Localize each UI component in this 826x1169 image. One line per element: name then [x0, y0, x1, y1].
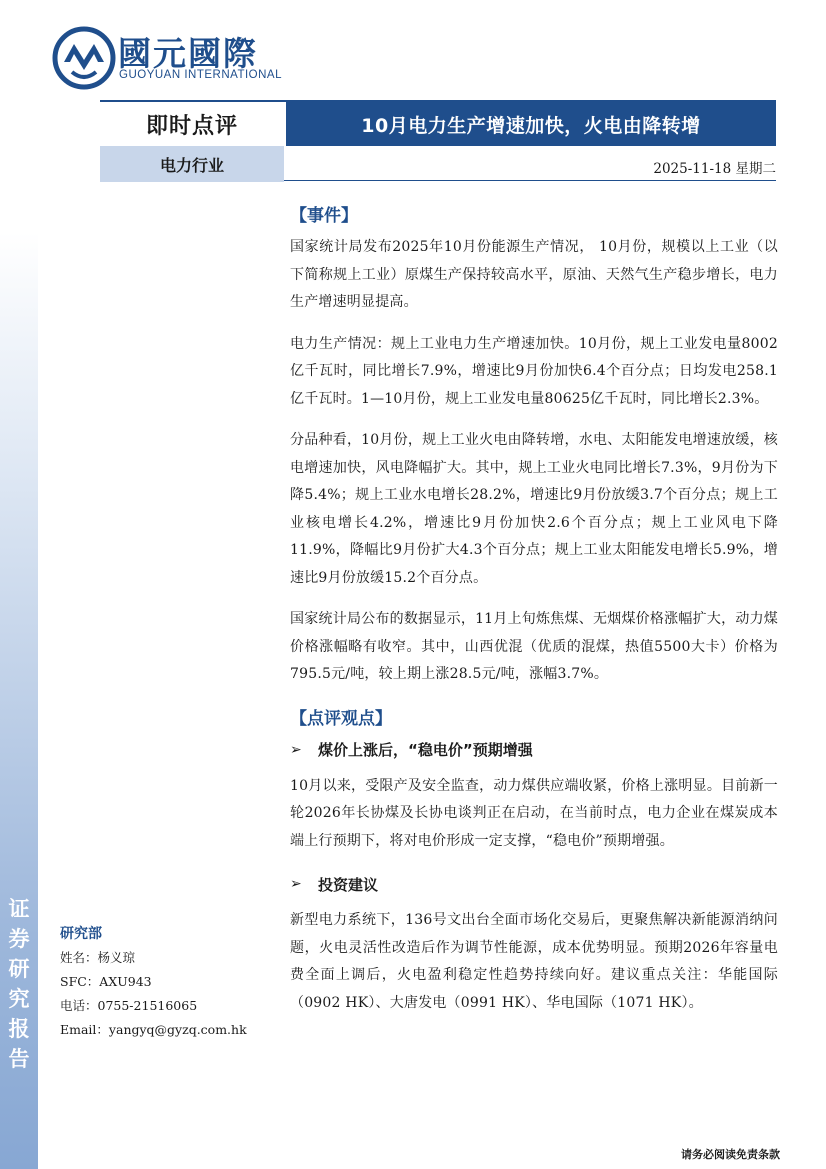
analyst-email[interactable]: Email：yangyq@gyzq.com.hk: [60, 1022, 247, 1037]
report-title: 10月电力生产增速加快，火电由降转增: [361, 114, 701, 137]
logo-text-cn: 國元國際: [118, 34, 258, 73]
report-type-box: [100, 102, 284, 146]
side-label-char: 券: [8, 927, 30, 951]
event-paragraph: 国家统计局发布2025年10月份能源生产情况， 10月份，规模以上工业（以下简称规上工业）原煤生产保持较高水平，原油、天然气生产稳步增长，电力生产增速明显提高。: [290, 239, 778, 310]
bullet-heading: [290, 735, 778, 765]
industry-box: [100, 146, 284, 182]
analyst-contact: [60, 922, 280, 1042]
side-label-char: 究: [8, 987, 30, 1011]
disclaimer-link[interactable]: 请务必阅读免责条款: [681, 1148, 780, 1161]
report-type: 即时点评: [145, 113, 238, 139]
logo-text-en: GUOYUAN INTERNATIONAL: [119, 69, 282, 81]
industry-label: 电力行业: [159, 155, 224, 175]
bullet-text: 煤价上涨后，“稳电价”预期增强: [318, 741, 533, 759]
side-label: [4, 894, 34, 1074]
side-label-char: 证: [8, 897, 30, 921]
main-content: [290, 200, 778, 1031]
dept-label: 研究部: [60, 926, 102, 942]
commentary-paragraph: 10月以来，受限产及安全监查，动力煤供应端收紧，价格上涨明显。目前新一轮2026年长协煤及长协电谈判正在启动，在当前时点，电力企业在煤炭成本端上行预期下，将对电价形成一定支撑，“稳电价”预期增强。: [290, 777, 778, 849]
side-label-char: 告: [8, 1047, 30, 1071]
event-paragraph: 分品种看，10月份，规上工业火电由降转增，水电、太阳能发电增速放缓，核电增速加快，风电降幅扩大。其中，规上工业火电同比增长7.3%，9月份为下降5.4%；规上工业水电增长28.2%，增速比9月份放缓3.7个百分点；规上工业核电增长4.2%，增速比9月份加快2.6个百分点；规上工业风电下降11.9%，降幅比9月份扩大4.3个百分点；规上工业太阳能发电增长5.9%，增速比9月份放缓15.2个百分点。: [290, 432, 778, 586]
event-paragraph: 国家统计局公布的数据显示，11月上旬炼焦煤、无烟煤价格涨幅扩大，动力煤价格涨幅略有收窄。其中，山西优混（优质的混煤，热值5500大卡）价格为795.5元/吨，较上期上涨28.5元/吨，涨幅3.7%。: [290, 611, 778, 682]
side-label-char: 研: [8, 957, 30, 981]
commentary-paragraph: 新型电力系统下，136号文出台全面市场化交易后，更聚焦解决新能源消纳问题，火电灵活性改造后作为调节性能源，成本优势明显。预期2026年容量电费全面上调后，火电盈利稳定性趋势持续向好。建议重点关注：华能国际（0902 HK）、大唐发电（0991 HK）、华电国际（1071 HK）。: [290, 912, 778, 1011]
analyst-phone: 电话：0755-21516065: [60, 998, 198, 1013]
logo: [52, 26, 116, 90]
report-date: 2025-11-18 星期二: [653, 161, 776, 177]
logo-mark-icon: [52, 26, 116, 90]
side-label-char: 报: [8, 1017, 30, 1041]
event-heading: 【事件】: [290, 206, 358, 226]
arrow-bullet-icon: ➢: [290, 876, 302, 892]
analyst-sfc: SFC：AXU943: [60, 974, 152, 989]
arrow-bullet-icon: ➢: [290, 741, 302, 758]
bullet-text: 投资建议: [318, 875, 379, 894]
commentary-heading: 【点评观点】: [290, 708, 392, 729]
event-paragraph: 电力生产情况：规上工业电力生产增速加快。10月份，规上工业发电量8002亿千瓦时，同比增长7.9%，增速比9月份加快6.4个百分点；日均发电258.1亿千瓦时。1—10月份，规上工业发电量80625亿千瓦时，同比增长2.3%。: [290, 335, 778, 407]
title-bar: [286, 102, 776, 146]
analyst-name: 姓名：杨义琼: [60, 950, 136, 965]
subheader-rule: [284, 180, 776, 181]
bullet-heading: [290, 869, 778, 899]
